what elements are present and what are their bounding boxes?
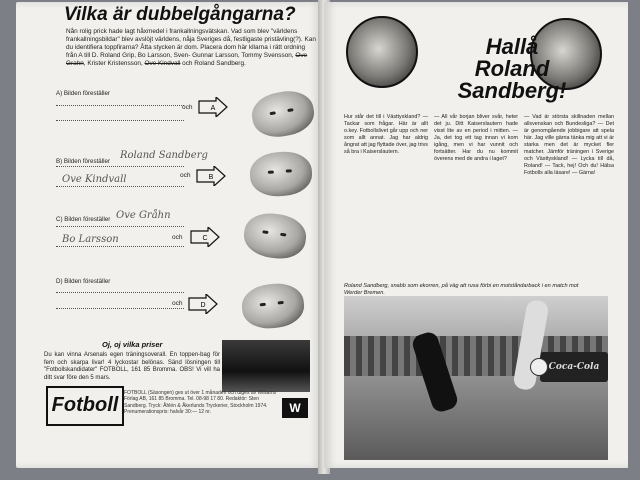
arrow-letter: B xyxy=(208,174,214,181)
answer-line[interactable] xyxy=(56,226,184,227)
och-label: och xyxy=(172,234,183,241)
article-column-3: — Vad är största skillnaden mellan allsvenskan och Bundesliga? — Det är genomgående jobbigare att spela här. Jag ville gärna tänka mig att vi är starka men det är mycket fler matcher. Jämför träningen i Sverige och Västtyskland! — Lycka till då, Roland! — Tack, hej! Och du! Hälsa Fotbolls alla läsare! — Gärna! xyxy=(524,114,614,176)
answer-line[interactable] xyxy=(56,120,184,121)
article-column-1: Hur står det till i Västtyskland? — Tackar som frågar. Här är allt o.key. Fotbollslivet går upp och ner som allt annat. Jag har aldrig ångrat att jag flyttade över, jag trivs så bra i Kaiserslautern. xyxy=(344,114,428,155)
answer-line[interactable] xyxy=(56,186,184,187)
photo-caption: Roland Sandberg, snabb som ekorren, på väg att rusa förbi en motståndarback i en match mot Werder Bremen. xyxy=(344,283,579,296)
article-title: Hallå Roland Sandberg! xyxy=(457,34,567,103)
answer-line[interactable] xyxy=(56,292,184,293)
article-column-2: — All vår borjan bliver svår, heter det ju. Ditt Kaiserslautern hade visst lite av en period i mitten. — Ja, det tog ett tag innan vi kom igång, men vi har vunnit och fortsätter. Har du nu kommit överens med de andra i laget? xyxy=(434,114,518,162)
face-photo-a xyxy=(249,87,318,141)
handwritten-answer: Ove Kindvall xyxy=(62,174,127,185)
question-d-label: D) Bilden föreställer xyxy=(56,278,111,285)
arrow-a-icon xyxy=(198,97,228,117)
handwritten-answer: Bo Larsson xyxy=(62,234,119,245)
billboard: Coca-Cola xyxy=(540,352,608,382)
face-photo-c xyxy=(241,210,309,262)
magazine-logo: Fotboll xyxy=(46,386,124,426)
question-a-label: A) Bilden föreställer xyxy=(56,90,110,97)
prize-header: Oj, oj vilka priser xyxy=(102,340,163,349)
handwritten-answer: Roland Sandberg xyxy=(120,150,208,161)
arrow-letter: A xyxy=(210,105,216,112)
arrow-d-icon xyxy=(188,294,218,314)
publisher-logo: W xyxy=(282,398,308,418)
arrow-letter: C xyxy=(202,235,208,242)
handwritten-answer: Ove Gråhn xyxy=(116,210,171,221)
magazine-spread xyxy=(8,0,632,474)
answer-line[interactable] xyxy=(56,105,184,106)
left-page xyxy=(16,2,322,468)
answer-line[interactable] xyxy=(56,166,184,167)
quiz-header: Vilka är dubbelgångarna? xyxy=(64,4,296,25)
prize-photo xyxy=(222,340,310,392)
arrow-letter: D xyxy=(200,302,206,309)
och-label: och xyxy=(172,300,183,307)
struck-name: Ove Grahn xyxy=(66,52,308,67)
och-label: och xyxy=(182,104,193,111)
question-b-label: B) Bilden föreställer xyxy=(56,158,110,165)
right-page xyxy=(324,2,628,468)
och-label: och xyxy=(180,172,191,179)
quiz-intro: Nån rolig prick hade lagt håxmedel i frankallningsvätskan. Vad som blev "världens frankallningsbildar" blev avslöjt världens, nåja Sveriges då, festligaste pristävling(?). Kan du identifiera toppfirarna? Åtta stycken är dom. Placera dom här kllarna i rätt ordning från A till D. Roland Grip, Bo Larsson, Sven- Gunnar Larsson, Tommy Svensson, Ove Grahn, Krister Kristensson, Ove Kindvall och Roland Sandberg. xyxy=(66,28,316,67)
answer-line[interactable] xyxy=(56,246,184,247)
question-c-label: C) Bilden föreställer xyxy=(56,216,111,223)
face-photo-d xyxy=(240,281,306,331)
answer-line[interactable] xyxy=(56,308,184,309)
action-photo xyxy=(344,296,608,460)
imprint-text: FOTBOLL (Säsongen) ges ut över 1 månaden och utges av Williams Förlag AB, 161 85 Bromma. Tel. 08-98 17 80. Redaktör: Sten Sandberg. Tryck: Åhlén & Åkerlunds Tryckerier, Stockholm 1974. Prenumerationspris: halvår 30:— 12 nr. xyxy=(124,390,277,415)
portrait-photo-left xyxy=(346,16,418,88)
arrow-c-icon xyxy=(190,227,220,247)
ball-icon xyxy=(530,358,548,376)
arrow-b-icon xyxy=(196,166,226,186)
face-photo-b xyxy=(249,150,314,198)
struck-name: Ove Kindvall xyxy=(144,60,181,67)
prize-text: Du kan vinna Arsenals egen träningsoverall. En toppen-bag för fem och skarpa livar! 4 lyckostar belönas. Sänd lösningen till "Fotbollskandidater" FOTBOLL, 161 85 Bromma. OBS! Vi vill ha ditt svar före den 5 mars. xyxy=(44,352,220,381)
